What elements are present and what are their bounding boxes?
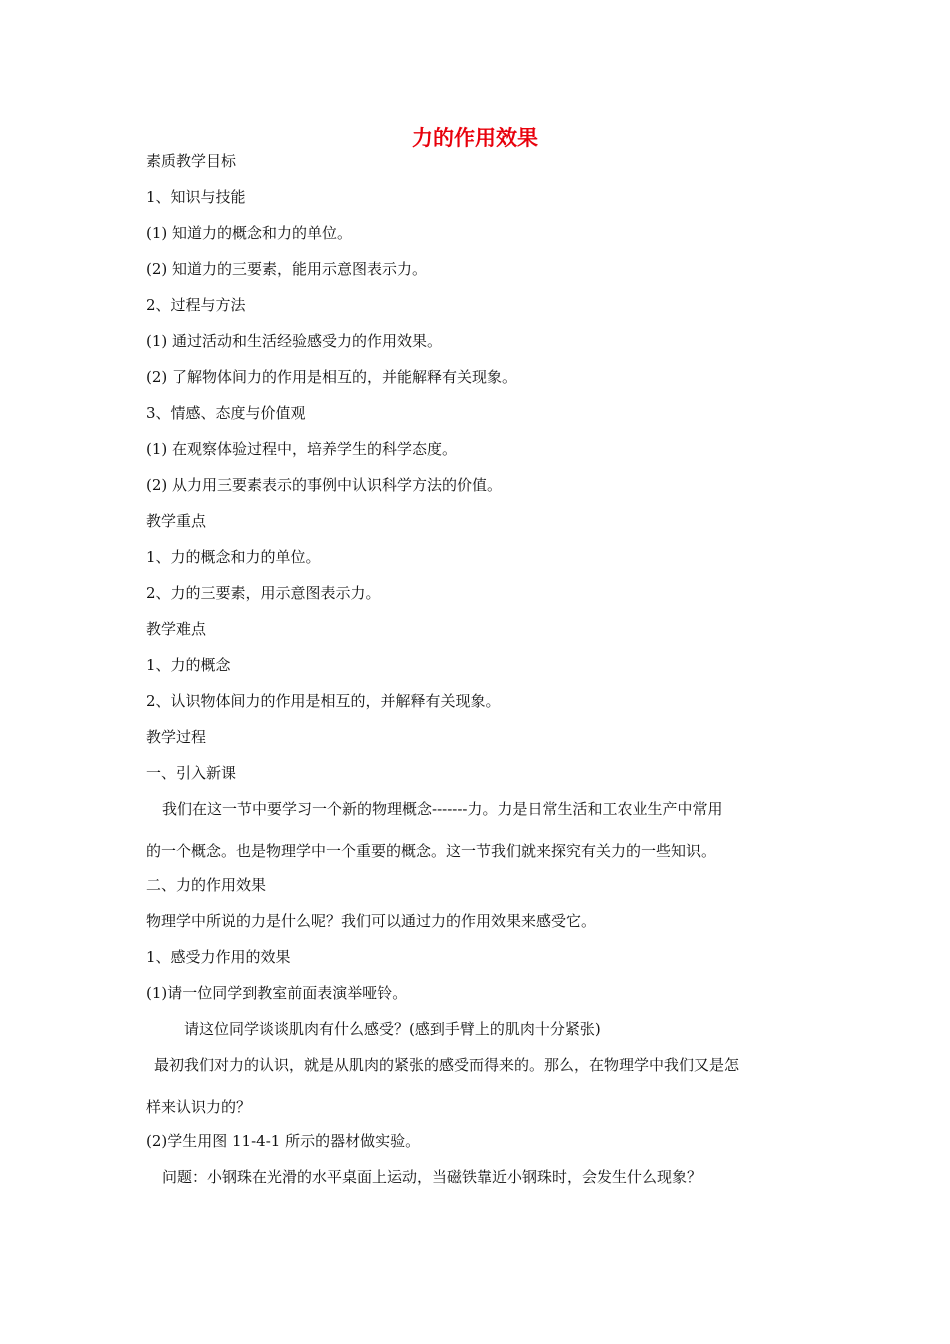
text-line: 物理学中所说的力是什么呢？我们可以通过力的作用效果来感受它。: [146, 912, 597, 930]
text-line: (2) 知道力的三要素，能用示意图表示力。: [146, 260, 428, 278]
paragraph-line: 最初我们对力的认识，就是从肌肉的紧张的感受而得来的。那么，在物理学中我们又是怎: [154, 1056, 740, 1074]
subheading-feel-force: 1、感受力作用的效果: [146, 948, 291, 966]
heading-key-points: 教学重点: [146, 512, 207, 530]
text-line: (2)学生用图 11-4-1 所示的器材做实验。: [146, 1132, 421, 1150]
subheading-process-method: 2、过程与方法: [146, 296, 246, 314]
text-line: 1、力的概念: [146, 656, 231, 674]
subheading-knowledge-skills: 1、知识与技能: [146, 188, 246, 206]
text-line: (1) 在观察体验过程中，培养学生的科学态度。: [146, 440, 458, 458]
paragraph-line: 的一个概念。也是物理学中一个重要的概念。这一节我们就来探究有关力的一些知识。: [146, 842, 717, 860]
heading-quality-objectives: 素质教学目标: [146, 152, 237, 170]
subheading-introduction: 一、引入新课: [146, 764, 237, 782]
heading-teaching-process: 教学过程: [146, 728, 207, 746]
text-line: (1) 知道力的概念和力的单位。: [146, 224, 353, 242]
text-line: 2、力的三要素，用示意图表示力。: [146, 584, 381, 602]
text-line: (1)请一位同学到教室前面表演举哑铃。: [146, 984, 408, 1002]
text-line: 请这位同学谈谈肌肉有什么感受？(感到手臂上的肌肉十分紧张): [184, 1020, 601, 1038]
text-line: (1) 通过活动和生活经验感受力的作用效果。: [146, 332, 443, 350]
text-line: (2) 从力用三要素表示的事例中认识科学方法的价值。: [146, 476, 503, 494]
text-line: 问题：小钢珠在光滑的水平桌面上运动，当磁铁靠近小钢珠时，会发生什么现象？: [162, 1168, 703, 1186]
paragraph-line: 我们在这一节中要学习一个新的物理概念-------力。力是日常生活和工农业生产中常用: [162, 800, 723, 818]
text-line: 1、力的概念和力的单位。: [146, 548, 321, 566]
paragraph-line: 样来认识力的？: [146, 1098, 252, 1116]
subheading-attitude-values: 3、情感、态度与价值观: [146, 404, 306, 422]
heading-difficulties: 教学难点: [146, 620, 207, 638]
text-line: (2) 了解物体间力的作用是相互的，并能解释有关现象。: [146, 368, 518, 386]
text-line: 2、认识物体间力的作用是相互的，并解释有关现象。: [146, 692, 501, 710]
subheading-force-effects: 二、力的作用效果: [146, 876, 267, 894]
page-title: 力的作用效果: [412, 126, 538, 150]
